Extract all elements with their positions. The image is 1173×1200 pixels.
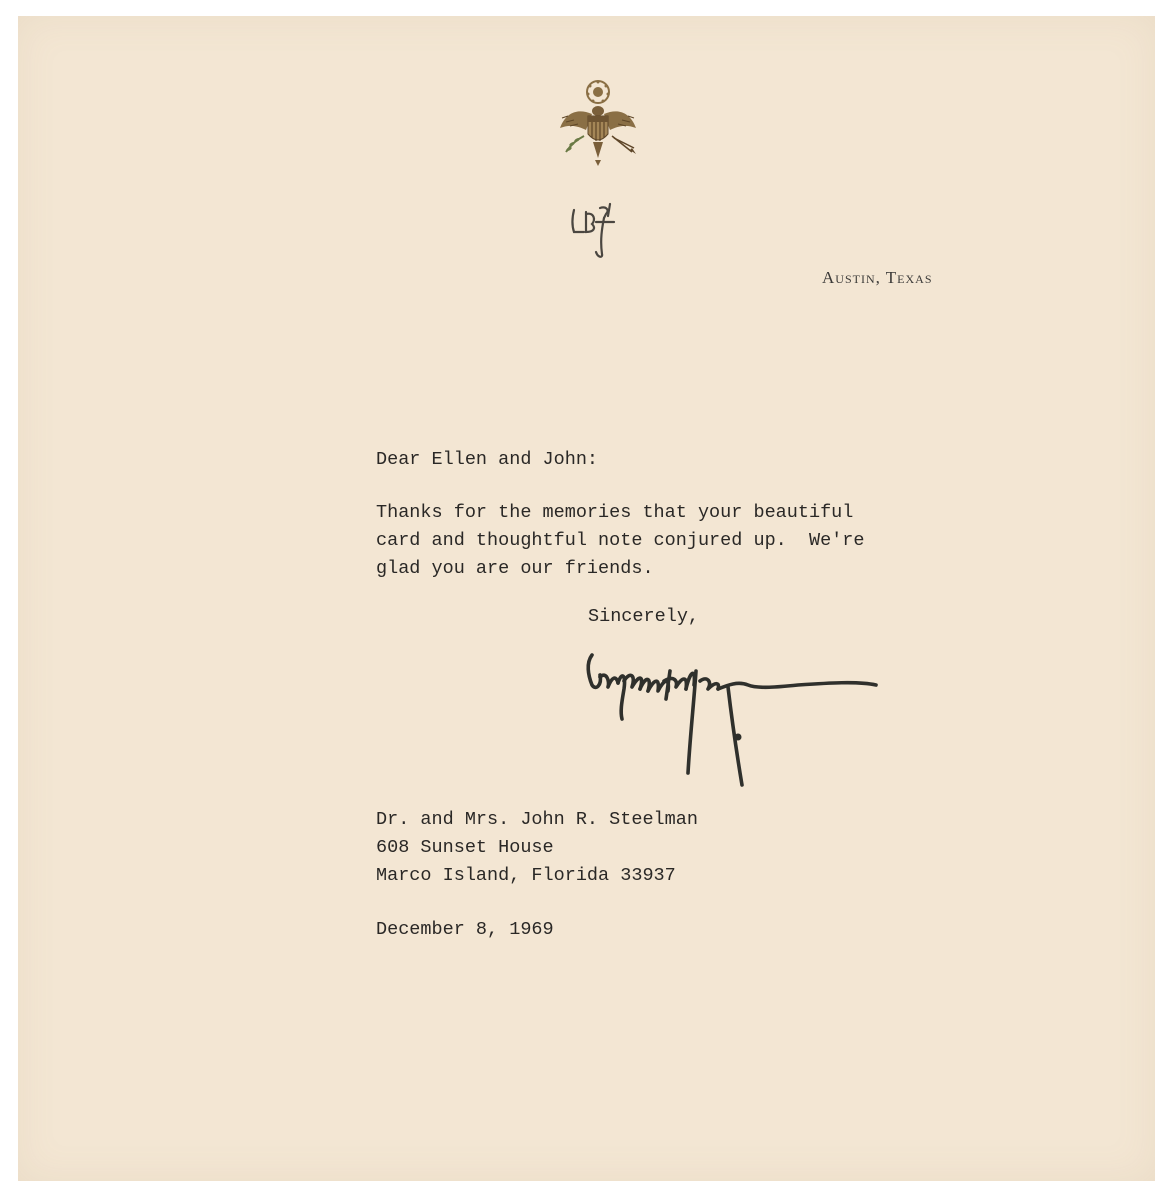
address-line: Marco Island, Florida 33937	[376, 865, 676, 886]
handwritten-signature	[578, 641, 888, 791]
letter-date: December 8, 1969	[376, 919, 554, 940]
letter-page	[18, 16, 1155, 1181]
salutation: Dear Ellen and John:	[376, 449, 599, 470]
body-line: Thanks for the memories that your beautiful	[376, 502, 854, 523]
body-line: card and thoughtful note conjured up. We're	[376, 530, 865, 551]
lbj-monogram-icon	[566, 196, 636, 266]
letter-body	[376, 499, 864, 583]
letterhead-place: Austin, Texas	[822, 268, 933, 287]
body-line: glad you are our friends.	[376, 558, 654, 579]
recipient-address	[376, 806, 698, 890]
address-line: Dr. and Mrs. John R. Steelman	[376, 809, 698, 830]
presidential-seal-icon	[548, 78, 648, 178]
closing: Sincerely,	[588, 606, 700, 627]
address-line: 608 Sunset House	[376, 837, 554, 858]
